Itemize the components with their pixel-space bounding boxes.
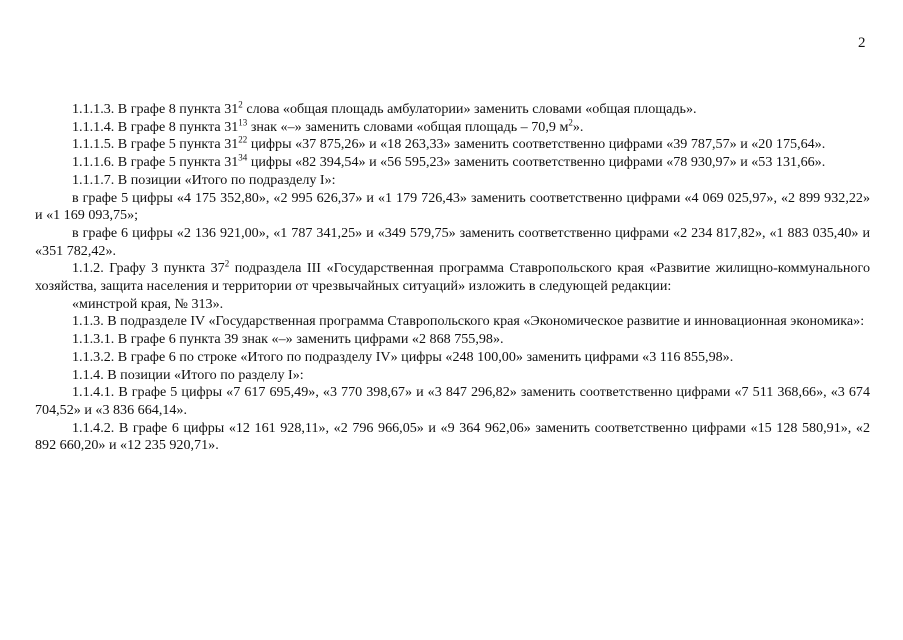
superscript: 2 bbox=[224, 258, 230, 269]
paragraph-text: цифры «82 394,54» и «56 595,23» заменить соответственно цифрами «78 930,97» и «53 131,66». bbox=[247, 154, 826, 171]
superscript: 13 bbox=[238, 117, 248, 128]
paragraph-1-1-4-1: 1.1.4.1. В графе 5 цифры «7 617 695,49», «3 770 398,67» и «3 847 296,82» заменить соответственно цифрами «7 511 368,66», «3 674 704,52» и «3 836 664,14». bbox=[35, 384, 870, 418]
paragraph-1-1-1-7: 1.1.1.7. В позиции «Итого по подразделу I»: bbox=[72, 171, 336, 188]
paragraph-1-1-1-3 bbox=[35, 101, 870, 119]
paragraph-column-5: в графе 5 цифры «4 175 352,80», «2 995 626,37» и «1 179 726,43» заменить соответственно цифрами «4 069 025,97», «2 899 932,22» и «1 169 093,75»; bbox=[35, 189, 870, 224]
paragraph-text: 1.1.1.5. В графе 5 пункта 31 bbox=[72, 136, 239, 153]
paragraph-1-1-1-6 bbox=[35, 154, 870, 172]
paragraph-text: 1.1.1.4. В графе 8 пункта 31 bbox=[72, 118, 239, 135]
paragraph-text: знак «–» заменить словами «общая площадь – 70,9 м bbox=[247, 118, 569, 135]
paragraph-text: слова «общая площадь амбулатории» заменить словами «общая площадь». bbox=[242, 101, 697, 117]
paragraph-text: ». bbox=[572, 118, 584, 135]
paragraph-text: 1.1.1.6. В графе 5 пункта 31 bbox=[72, 154, 239, 171]
page-number: 2 bbox=[858, 35, 866, 51]
paragraph-quote: «минстрой края, № 313». bbox=[72, 295, 224, 312]
paragraph-column-6: в графе 6 цифры «2 136 921,00», «1 787 341,25» и «349 579,75» заменить соответственно цифрами «2 234 817,82», «1 883 035,40» и «351 782,42». bbox=[35, 224, 870, 259]
paragraph-1-1-3-2: 1.1.3.2. В графе 6 по строке «Итого по подразделу IV» цифры «248 100,00» заменить цифрами «3 116 855,98». bbox=[72, 348, 734, 365]
paragraph-text: подраздела III «Государственная программа Ставропольского края «Развитие жилищно-коммунального хозяйства, защита населения и территории от чрезвычайных ситуаций» изложить в следующей редакции: bbox=[35, 260, 870, 295]
paragraph-text: 1.1.2. Графу 3 пункта 37 bbox=[72, 260, 225, 277]
document-body bbox=[35, 101, 870, 455]
paragraph-1-1-4-2: 1.1.4.2. В графе 6 цифры «12 161 928,11», «2 796 966,05» и «9 364 962,06» заменить соответственно цифрами «15 128 580,91», «2 892 660,20» и «12 235 920,71». bbox=[35, 419, 870, 454]
paragraph-1-1-3: 1.1.3. В подразделе IV «Государственная программа Ставропольского края «Экономическое развитие и инновационная экономика»: bbox=[72, 313, 865, 330]
superscript: 2 bbox=[568, 117, 573, 128]
superscript: 34 bbox=[238, 152, 248, 163]
paragraph-1-1-4: 1.1.4. В позиции «Итого по разделу I»: bbox=[72, 366, 304, 383]
paragraph-text: цифры «37 875,26» и «18 263,33» заменить соответственно цифрами «39 787,57» и «20 175,64». bbox=[247, 136, 826, 153]
paragraph-1-1-1-5 bbox=[35, 136, 870, 154]
paragraph-1-1-1-4 bbox=[35, 119, 870, 137]
superscript: 22 bbox=[238, 134, 248, 145]
superscript: 2 bbox=[238, 99, 243, 110]
paragraph-text: 1.1.1.3. В графе 8 пункта 31 bbox=[72, 101, 239, 117]
paragraph-1-1-2 bbox=[35, 260, 870, 295]
paragraph-1-1-3-1: 1.1.3.1. В графе 6 пункта 39 знак «–» заменить цифрами «2 868 755,98». bbox=[72, 331, 504, 348]
